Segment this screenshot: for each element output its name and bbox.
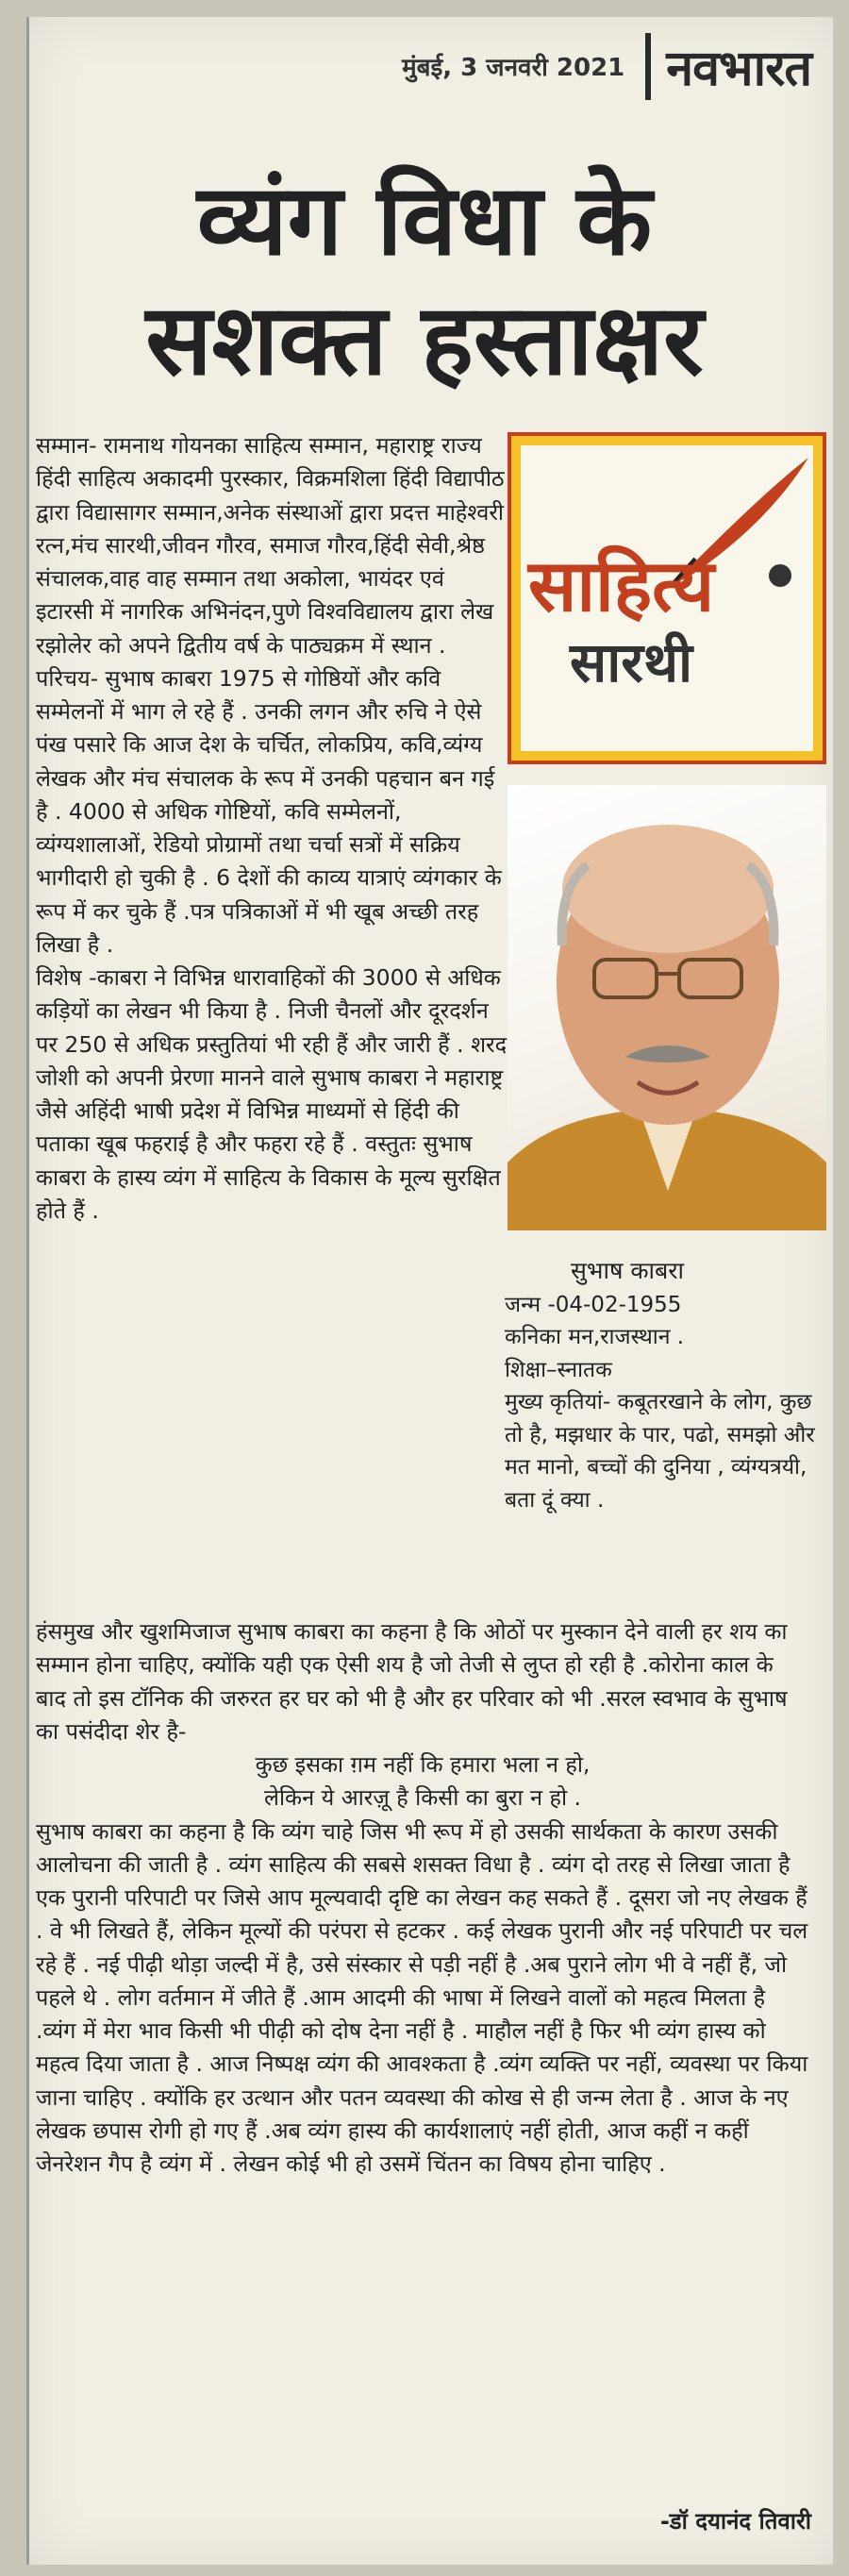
portrait-photo <box>508 785 826 1230</box>
verse-line-1: कुछ इसका ग़म नहीं कि हमारा भला न हो, <box>255 1751 591 1778</box>
left-column <box>36 429 508 1228</box>
author-works: मुख्य कृतियां- कबूतरखाने के लोग, कुछ तो है, मझधार के पार, पढो, समझो और मत मानो, बच्चों की दुनिया , व्यंग्यत्रयी, बता दूं क्या . <box>505 1390 815 1513</box>
article-body <box>36 1615 809 2181</box>
verse-line-2: लेकिन ये आरज़ू है किसी का बुरा न हो . <box>264 1784 581 1812</box>
dateline: मुंबई, 3 जनवरी 2021 <box>402 54 625 82</box>
author-birth: जन्म -04-02-1955 <box>505 1292 682 1317</box>
awards-paragraph: सम्मान- रामनाथ गोयनका साहित्य सम्मान, महाराष्ट्र राज्य हिंदी साहित्य अकादमी पुरस्कार, विक्रमशिला हिंदी विद्यापीठ द्वारा विद्यासागर सम्मान,अनेक संस्थाओं द्वारा प्रदत्त माहेश्वरी रत्न,मंच सारथी,जीवन गौरव, समाज गौरव,हिंदी सेवी,श्रेष्ठ संचालक,वाह वाह सम्मान तथा अकोला, भायंदर एवं इटारसी में नागरिक अभिनंदन,पुणे विश्वविद्यालय द्वारा लेख रझोलेर को अपने द्वितीय वर्ष के पाठ्यक्रम में स्थान . <box>36 432 505 659</box>
headline <box>38 160 811 400</box>
body-paragraph-1: हंसमुख और खुशमिजाज सुभाष काबरा का कहना है कि ओठों पर मुस्कान देने वाली हर शय का सम्मान होना चाहिए, क्योंकि यही एक ऐसी शय है जो तेजी से लुप्त हो रही है .कोरोना काल के बाद तो इस टॉनिक की जरुरत हर घर को भी है और हर परिवार को भी .सरल स्वभाव के सुभाष का पसंदीदा शेर है- <box>36 1618 788 1745</box>
body-paragraph-2: सुभाष काबरा का कहना है कि व्यंग चाहे जिस भी रूप में हो उसकी सार्थकता के कारण उसकी आलोचना की जाती है . व्यंग साहित्य की सबसे शसक्त विधा है . व्यंग दो तरह से लिखा जाता है एक पुरानी परिपाटी पर जिसे आप मूल्यवादी दृष्टि का लेखन कह सकते हैं . दूसरा जो नए लेखक हैं . वे भी लिखते हैं, लेकिन मूल्यों की परंपरा से हटकर . कई लेखक पुरानी और नई परिपाटी पर चल रहे हैं . नई पीढ़ी थोड़ा जल्दी में है, उसे संस्कार से पड़ी नहीं है .अब पुराने लोग भी वे नहीं हैं, जो पहले थे . लोग वर्तमान में जीते हैं .आम आदमी की भाषा में लिखने वालों को महत्व मिलता है .व्यंग में मेरा भाव किसी भी पीढ़ी को दोष देना नहीं है . माहौल नहीं है फिर भी व्यंग हास्य को महत्व दिया जाता है . आज निष्पक्ष व्यंग की आवश्कता है .व्यंग व्यक्ति पर नहीं, व्यवस्था पर किया जाना चाहिए . क्योंकि हर उत्थान और पतन व्यवस्था की कोख से ही जन्म लेता है . आज के नए लेखक छपास रोगी हो गए हैं .अब व्यंग हास्य की कार्यशालाएं नहीं होती, आज कहीं न कहीं जेनरेशन गैप है व्यंग में . लेखन कोई भी हो उसमें चिंतन का विषय होना चाहिए . <box>36 1817 808 2177</box>
newspaper-brand: नवभारत <box>645 33 811 100</box>
sahitya-sarthi-logo <box>508 432 826 764</box>
intro-paragraph: परिचय- सुभाष काबरा 1975 से गोष्ठियों और कवि सम्मेलनों में भाग ले रहे हैं . उनकी लगन और रुचि ने ऐसे पंख पसारे कि आज देश के चर्चित, लोकप्रिय, कवि,व्यंग्य लेखक और मंच संचालक के रूप में उनकी पहचान बन गई है . 4000 से अधिक गोष्टियों, कवि सम्मेलनों, व्यंग्यशालाओं, रेडियो प्रोग्रामों तथा चर्चा सत्रों में सक्रिय भागीदारी हो चुकी है . 6 देशों की काव्य यात्राएं व्यंगकार के रूप में कर चुके हैं .पत्र पत्रिकाओं में भी खूब अच्छी तरह लिखा है . <box>36 664 502 958</box>
author-birthplace: कनिका मन,राजस्थान . <box>505 1325 685 1349</box>
portrait-illustration <box>508 785 826 1230</box>
headline-line-2: सशक्त हस्ताक्षर <box>145 281 704 397</box>
author-education: शिक्षा–स्नातक <box>505 1357 612 1382</box>
logo-word-sarthi: सारथी <box>570 630 693 694</box>
headline-line-1: व्यंग विधा के <box>196 162 653 277</box>
special-paragraph: विशेष -काबरा ने विभिन्न धारावाहिकों की 3000 से अधिक कड़ियों का लेखन भी किया है . निजी चैनलों और दूरदर्शन पर 250 से अधिक प्रस्तुतियां भी रही हैं और जारी हैं . शरद जोशी को अपनी प्रेरणा मानने वाले सुभाष काबरा ने महाराष्ट्र जैसे अहिंदी भाषी प्रदेश में विभिन्न माध्यमों से हिंदी की पताका खूब फहराई है और फहरा रहे हैं . वस्तुतः सुभाष काबरा के हास्य व्यंग में साहित्य के विकास के मूल्य सुरक्षित होते हैं . <box>36 964 508 1224</box>
byline: -डॉ दयानंद तिवारी <box>659 2508 811 2534</box>
author-bio <box>505 1253 825 1516</box>
logo-word-sahitya: साहित्य <box>528 544 715 627</box>
author-name: सुभाष काबरा <box>571 1257 684 1284</box>
masthead <box>283 28 811 104</box>
